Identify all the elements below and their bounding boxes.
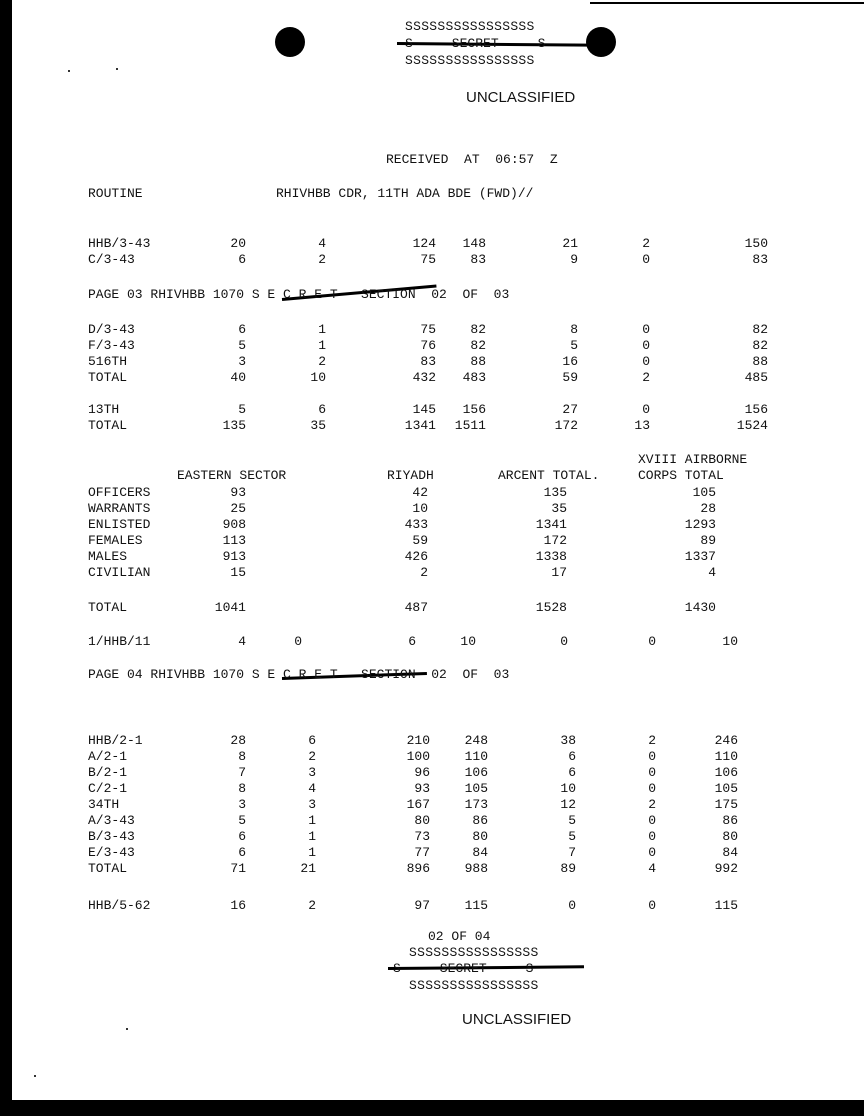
row-label: HHB/5-62 — [88, 898, 151, 913]
cell-value: 0 — [642, 252, 650, 267]
row-label: B/3-43 — [88, 829, 135, 844]
cell-value: 13 — [634, 418, 650, 433]
cell-value: 248 — [464, 733, 488, 748]
cell-value: 0 — [560, 634, 568, 649]
row-label: MALES — [88, 549, 128, 564]
cell-value: 4 — [318, 236, 326, 251]
cell-value: 28 — [230, 733, 246, 748]
cell-value: 86 — [722, 813, 738, 828]
page-03-header: PAGE 03 RHIVHBB 1070 S E C R E T SECTION 02 OF 03 — [88, 287, 510, 302]
cell-value: 97 — [414, 898, 430, 913]
cell-value: 1511 — [454, 418, 486, 433]
cell-value: 1524 — [736, 418, 768, 433]
cell-value: 6 — [238, 252, 246, 267]
cell-value: 2 — [318, 354, 326, 369]
row-label: E/3-43 — [88, 845, 135, 860]
column-header: ARCENT TOTAL. — [498, 468, 600, 483]
cell-value: 82 — [470, 338, 486, 353]
cell-value: 1430 — [684, 600, 716, 615]
cell-value: 73 — [414, 829, 430, 844]
cell-value: 172 — [543, 533, 567, 548]
row-label: 13TH — [88, 402, 120, 417]
cell-value: 6 — [318, 402, 326, 417]
footer-s-line-2: SSSSSSSSSSSSSSSS — [409, 978, 539, 993]
page-04-header: PAGE 04 RHIVHBB 1070 S E C R E T SECTION 02 OF 03 — [88, 667, 510, 682]
header-s-line-2: SSSSSSSSSSSSSSSS — [405, 53, 535, 68]
column-header: CORPS TOTAL — [638, 468, 724, 483]
row-label: TOTAL — [88, 861, 128, 876]
row-label: B/2-1 — [88, 765, 128, 780]
cell-value: 1341 — [404, 418, 436, 433]
row-label: HHB/2-1 — [88, 733, 143, 748]
cell-value: 0 — [568, 898, 576, 913]
cell-value: 7 — [238, 765, 246, 780]
cell-value: 10 — [722, 634, 738, 649]
classification-top: UNCLASSIFIED — [466, 89, 576, 106]
row-label: HHB/3-43 — [88, 236, 151, 251]
cell-value: 8 — [570, 322, 578, 337]
cell-value: 16 — [562, 354, 578, 369]
footer-s-line: SSSSSSSSSSSSSSSS — [409, 945, 539, 960]
cell-value: 2 — [642, 236, 650, 251]
cell-value: 93 — [414, 781, 430, 796]
row-label: A/2-1 — [88, 749, 128, 764]
cell-value: 105 — [464, 781, 488, 796]
row-label: TOTAL — [88, 418, 128, 433]
cell-value: 71 — [230, 861, 246, 876]
header-s-line: SSSSSSSSSSSSSSSS — [405, 19, 535, 34]
cell-value: 483 — [462, 370, 486, 385]
row-label: C/3-43 — [88, 252, 135, 267]
cell-value: 3 — [308, 797, 316, 812]
cell-value: 0 — [648, 829, 656, 844]
cell-value: 80 — [722, 829, 738, 844]
cell-value: 7 — [568, 845, 576, 860]
cell-value: 59 — [412, 533, 428, 548]
cell-value: 156 — [462, 402, 486, 417]
cell-value: 432 — [412, 370, 436, 385]
cell-value: 6 — [568, 765, 576, 780]
cell-value: 9 — [570, 252, 578, 267]
cell-value: 1293 — [684, 517, 716, 532]
cell-value: 2 — [420, 565, 428, 580]
row-label: 34TH — [88, 797, 120, 812]
cell-value: 76 — [420, 338, 436, 353]
cell-value: 83 — [752, 252, 768, 267]
cell-value: 6 — [238, 322, 246, 337]
cell-value: 75 — [420, 322, 436, 337]
cell-value: 210 — [406, 733, 430, 748]
cell-value: 172 — [554, 418, 578, 433]
row-label: 1/HHB/11 — [88, 634, 151, 649]
footer-secret-line: S SECRET S — [393, 961, 534, 976]
cell-value: 0 — [648, 781, 656, 796]
cell-value: 5 — [570, 338, 578, 353]
cell-value: 12 — [560, 797, 576, 812]
cell-value: 21 — [300, 861, 316, 876]
row-label: WARRANTS — [88, 501, 151, 516]
cell-value: 20 — [230, 236, 246, 251]
cell-value: 75 — [420, 252, 436, 267]
cell-value: 25 — [230, 501, 246, 516]
cell-value: 35 — [310, 418, 326, 433]
hole-punch — [586, 27, 616, 57]
cell-value: 35 — [551, 501, 567, 516]
cell-value: 0 — [648, 765, 656, 780]
cell-value: 82 — [470, 322, 486, 337]
cell-value: 4 — [238, 634, 246, 649]
cell-value: 8 — [238, 749, 246, 764]
cell-value: 10 — [412, 501, 428, 516]
cell-value: 0 — [642, 338, 650, 353]
row-label: C/2-1 — [88, 781, 128, 796]
speck — [116, 68, 118, 70]
cell-value: 115 — [464, 898, 488, 913]
cell-value: 156 — [744, 402, 768, 417]
cell-value: 4 — [708, 565, 716, 580]
cell-value: 82 — [752, 322, 768, 337]
cell-value: 1 — [308, 845, 316, 860]
cell-value: 167 — [406, 797, 430, 812]
cell-value: 0 — [642, 354, 650, 369]
cell-value: 0 — [642, 402, 650, 417]
cell-value: 59 — [562, 370, 578, 385]
cell-value: 83 — [420, 354, 436, 369]
cell-value: 4 — [308, 781, 316, 796]
cell-value: 28 — [700, 501, 716, 516]
cell-value: 96 — [414, 765, 430, 780]
cell-value: 6 — [568, 749, 576, 764]
cell-value: 0 — [294, 634, 302, 649]
cell-value: 1337 — [684, 549, 716, 564]
scan-edge-top — [590, 2, 864, 4]
cell-value: 17 — [551, 565, 567, 580]
cell-value: 105 — [714, 781, 738, 796]
cell-value: 6 — [238, 829, 246, 844]
cell-value: 21 — [562, 236, 578, 251]
row-label: TOTAL — [88, 370, 128, 385]
cell-value: 113 — [222, 533, 246, 548]
cell-value: 1 — [318, 322, 326, 337]
cell-value: 1 — [318, 338, 326, 353]
scan-edge-left — [0, 0, 12, 1116]
cell-value: 6 — [238, 845, 246, 860]
cell-value: 426 — [404, 549, 428, 564]
cell-value: 8 — [238, 781, 246, 796]
cell-value: 10 — [460, 634, 476, 649]
cell-value: 10 — [560, 781, 576, 796]
cell-value: 0 — [642, 322, 650, 337]
cell-value: 0 — [648, 813, 656, 828]
cell-value: 0 — [648, 749, 656, 764]
cell-value: 88 — [470, 354, 486, 369]
row-label: 516TH — [88, 354, 128, 369]
addressee: RHIVHBB CDR, 11TH ADA BDE (FWD)// — [276, 186, 534, 201]
cell-value: 100 — [406, 749, 430, 764]
cell-value: 2 — [648, 733, 656, 748]
cell-value: 3 — [238, 797, 246, 812]
speck — [68, 70, 70, 72]
row-label: CIVILIAN — [88, 565, 151, 580]
cell-value: 175 — [714, 797, 738, 812]
cell-value: 485 — [744, 370, 768, 385]
speck — [34, 1075, 36, 1077]
cell-value: 88 — [752, 354, 768, 369]
cell-value: 908 — [222, 517, 246, 532]
column-header: XVIII AIRBORNE — [638, 452, 748, 467]
cell-value: 16 — [230, 898, 246, 913]
cell-value: 6 — [408, 634, 416, 649]
cell-value: 124 — [412, 236, 436, 251]
cell-value: 110 — [714, 749, 738, 764]
cell-value: 1338 — [535, 549, 567, 564]
cell-value: 5 — [238, 813, 246, 828]
cell-value: 896 — [406, 861, 430, 876]
cell-value: 173 — [464, 797, 488, 812]
row-label: OFFICERS — [88, 485, 151, 500]
scan-edge-bottom — [0, 1100, 864, 1116]
cell-value: 105 — [692, 485, 716, 500]
cell-value: 84 — [472, 845, 488, 860]
cell-value: 5 — [238, 402, 246, 417]
column-header: RIYADH — [387, 468, 434, 483]
precedence: ROUTINE — [88, 186, 143, 201]
cell-value: 487 — [404, 600, 428, 615]
cell-value: 2 — [308, 898, 316, 913]
cell-value: 0 — [648, 634, 656, 649]
cell-value: 1041 — [214, 600, 246, 615]
cell-value: 992 — [714, 861, 738, 876]
cell-value: 145 — [412, 402, 436, 417]
cell-value: 80 — [414, 813, 430, 828]
cell-value: 6 — [308, 733, 316, 748]
cell-value: 115 — [714, 898, 738, 913]
cell-value: 10 — [310, 370, 326, 385]
cell-value: 135 — [543, 485, 567, 500]
cell-value: 5 — [568, 813, 576, 828]
cell-value: 86 — [472, 813, 488, 828]
cell-value: 3 — [308, 765, 316, 780]
row-label: A/3-43 — [88, 813, 135, 828]
cell-value: 1 — [308, 829, 316, 844]
cell-value: 89 — [560, 861, 576, 876]
cell-value: 1341 — [535, 517, 567, 532]
cell-value: 15 — [230, 565, 246, 580]
cell-value: 0 — [648, 845, 656, 860]
cell-value: 84 — [722, 845, 738, 860]
cell-value: 2 — [642, 370, 650, 385]
cell-value: 3 — [238, 354, 246, 369]
hole-punch — [275, 27, 305, 57]
row-label: F/3-43 — [88, 338, 135, 353]
cell-value: 80 — [472, 829, 488, 844]
speck — [126, 1028, 128, 1030]
cell-value: 38 — [560, 733, 576, 748]
cell-value: 89 — [700, 533, 716, 548]
cell-value: 93 — [230, 485, 246, 500]
cell-value: 1 — [308, 813, 316, 828]
cell-value: 150 — [744, 236, 768, 251]
cell-value: 77 — [414, 845, 430, 860]
classification-bottom: UNCLASSIFIED — [462, 1011, 572, 1028]
cell-value: 106 — [464, 765, 488, 780]
cell-value: 2 — [648, 797, 656, 812]
cell-value: 5 — [568, 829, 576, 844]
cell-value: 5 — [238, 338, 246, 353]
header-secret-line: S SECRET S — [405, 36, 546, 51]
cell-value: 246 — [714, 733, 738, 748]
cell-value: 2 — [318, 252, 326, 267]
cell-value: 40 — [230, 370, 246, 385]
cell-value: 433 — [404, 517, 428, 532]
cell-value: 106 — [714, 765, 738, 780]
received-time: RECEIVED AT 06:57 Z — [386, 152, 558, 167]
row-label: FEMALES — [88, 533, 143, 548]
row-label: D/3-43 — [88, 322, 135, 337]
cell-value: 27 — [562, 402, 578, 417]
cell-value: 4 — [648, 861, 656, 876]
cell-value: 82 — [752, 338, 768, 353]
cell-value: 135 — [222, 418, 246, 433]
cell-value: 83 — [470, 252, 486, 267]
row-label: ENLISTED — [88, 517, 151, 532]
cell-value: 2 — [308, 749, 316, 764]
cell-value: 988 — [464, 861, 488, 876]
cell-value: 913 — [222, 549, 246, 564]
cell-value: 1528 — [535, 600, 567, 615]
page-number: 02 OF 04 — [428, 929, 491, 944]
cell-value: 110 — [464, 749, 488, 764]
row-label: TOTAL — [88, 600, 128, 615]
cell-value: 148 — [462, 236, 486, 251]
cell-value: 0 — [648, 898, 656, 913]
column-header: EASTERN SECTOR — [177, 468, 287, 483]
cell-value: 42 — [412, 485, 428, 500]
